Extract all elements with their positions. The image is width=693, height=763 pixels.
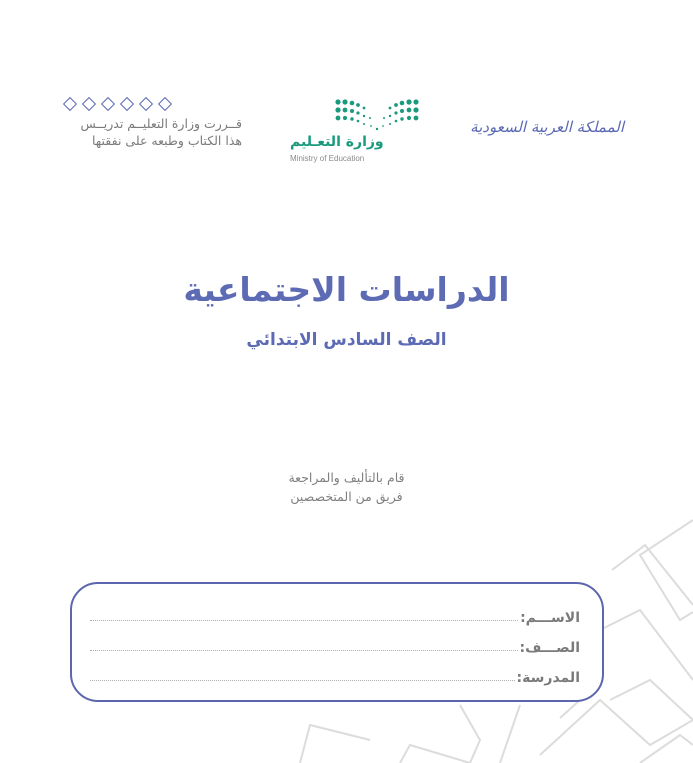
grade-field[interactable] xyxy=(90,634,580,656)
book-grade: الصف السادس الابتدائي xyxy=(246,330,447,350)
grade-label: الصـــف: xyxy=(519,640,580,656)
grade-input-line[interactable] xyxy=(90,649,518,651)
diamond-icon xyxy=(158,97,172,111)
moe-english-name: Ministry of Education xyxy=(290,154,365,163)
moe-dots-icon xyxy=(335,98,419,134)
name-label: الاســـم: xyxy=(520,610,580,626)
moe-arabic-name: وزارة التعـليم xyxy=(290,134,384,150)
diamond-icon xyxy=(101,97,115,111)
kingdom-calligraphy-logo: المملكة العربية السعودية xyxy=(470,118,624,136)
ministry-of-education-logo xyxy=(290,96,420,166)
authors-credit xyxy=(0,468,693,506)
authors-line1: قام بالتأليف والمراجعة xyxy=(288,470,405,485)
authors-line2: فريق من المتخصصين xyxy=(290,489,403,504)
diamond-icon xyxy=(82,97,96,111)
school-input-line[interactable] xyxy=(90,679,515,681)
ministry-note xyxy=(62,96,242,149)
diamond-icon xyxy=(120,97,134,111)
ministry-note-line2: هذا الكتاب وطبعه على نفقتها xyxy=(91,133,242,148)
diamond-icon xyxy=(63,97,77,111)
diamond-icon xyxy=(139,97,153,111)
student-info-box xyxy=(70,582,604,702)
school-label: المدرسة: xyxy=(516,670,580,686)
diamond-ornament xyxy=(62,96,242,112)
name-input-line[interactable] xyxy=(90,619,518,621)
name-field[interactable] xyxy=(90,604,580,626)
ministry-note-line1: قــررت وزارة التعليــم تدريــس xyxy=(80,116,242,131)
school-field[interactable] xyxy=(90,664,580,686)
book-title: الدراسات الاجتماعية xyxy=(183,270,510,309)
